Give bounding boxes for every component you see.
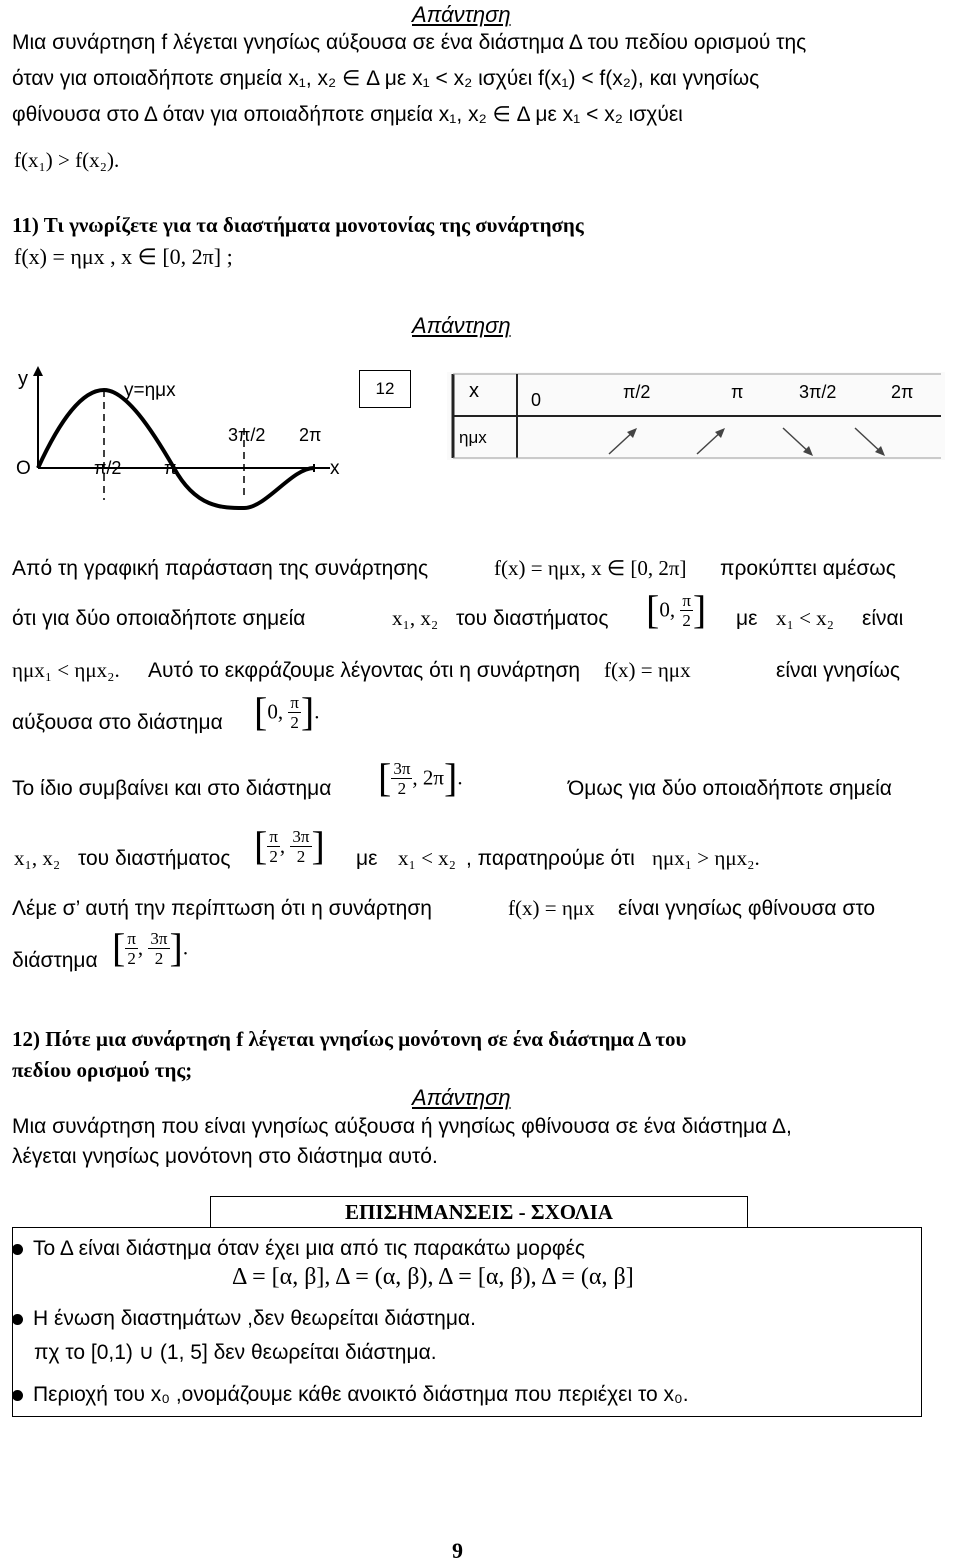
graph-x-label: x [330,458,340,479]
table-cell-two-pi: 2π [891,382,914,402]
para2-line2-c: με [356,847,378,870]
note-bullet-3: Περιοχή του x₀ ,ονομάζουμε κάθε ανοικτό διάστημα που περιέχει το x₀. [12,1382,689,1407]
table-cell-half-pi: π/2 [623,382,651,402]
intro-line-2: όταν για οποιαδήποτε σημεία x₁, x₂ ∈ Δ με x₁ < x₂ ισχύει f(x₁) < f(x₂), και γνησίως [12,67,760,90]
para1-line2-b: x₁, x₂ [392,606,439,630]
question-11-title: 11) Τι γνωρίζετε για τα διαστήματα μονοτονίας της συνάρτησης [12,213,584,237]
y-axis-arrow [33,366,43,376]
para1-line2-f: είναι [862,607,904,630]
bullet-icon [12,1244,23,1255]
graph-tick-three-half-pi: 3π/2 [228,425,266,445]
para2-line2-f: ημx₁ > ημx₂. [652,846,760,870]
para1-line1-b: f(x) = ημx, x ∈ [0, 2π] [494,556,687,580]
page-number: 9 [452,1538,463,1563]
question-12-answer-2: λέγεται γνησίως μονότονη στο διάστημα αυτό. [12,1145,438,1168]
graph-origin-label: O [16,458,31,479]
para1-line2-a: ότι για δύο οποιαδήποτε σημεία [12,607,306,630]
figure-number: 12 [375,379,395,398]
graph-y-label: y [18,368,28,390]
table-cell-pi: π [731,382,744,402]
answer-heading-top: Απάντηση [412,2,511,27]
para2-line3-c: είναι γνησίως φθίνουσα στο [618,897,876,920]
graph-tick-pi: π [164,458,177,478]
bullet-icon [12,1314,23,1325]
para1-line3-d: είναι γνησίως [776,659,900,682]
para2-line1-a: Το ίδιο συμβαίνει και στο διάστημα [12,777,332,800]
para2-line3-b: f(x) = ημx [508,896,595,920]
note-bullet-1-formula: Δ = [α, β], Δ = (α, β), Δ = [α, β), Δ = (α, β] [232,1264,634,1290]
interval-zero-half-pi: [0, $\frac{\pi}{2}$ ] [646,587,707,632]
para1-line3-b: Αυτό το εκφράζουμε λέγοντας ότι η συνάρτηση [148,659,581,682]
para2-line2-b: του διαστήματος [78,847,231,870]
para1-line2-c: του διαστήματος [456,607,609,630]
intro-line-4: f(x₁) > f(x₂). [14,148,120,172]
para2-line1-b: Όμως για δύο οποιαδήποτε σημεία [568,777,892,800]
monotonicity-table [447,372,945,460]
table-header-sin: ημx [459,428,487,447]
notes-title: ΕΠΙΣΗΜΑΝΣΕΙΣ - ΣΧΟΛΙΑ [345,1200,613,1224]
table-cell-three-half-pi: 3π/2 [799,382,837,402]
interval-zero-half-pi-2: [0, $\frac{\pi}{2}$ ]. [254,689,320,734]
para1-line3-c: f(x) = ημx [604,658,691,682]
table-header-x: x [469,380,479,402]
question-11-formula: f(x) = ημx , x ∈ [0, 2π] ; [14,244,233,269]
answer-heading-12: Απάντηση [412,1085,511,1110]
intro-line-1: Μια συνάρτηση f λέγεται γνησίως αύξουσα σε ένα διάστημα Δ του πεδίου ορισμού της [12,31,807,54]
note-bullet-2-example: πχ το [0,1) ∪ (1, 5] δεν θεωρείται διάστημα. [34,1341,437,1364]
graph-curve-label: y=ημx [124,380,176,401]
intro-line-3: φθίνουσα στο Δ όταν για οποιαδήποτε σημεία x₁, x₂ ∈ Δ με x₁ < x₂ ισχύει [12,103,683,126]
para2-line3-a: Λέμε σ’ αυτή την περίπτωση ότι η συνάρτηση [12,897,432,920]
answer-heading-11: Απάντηση [412,313,511,338]
question-12-line-1: 12) Πότε μια συνάρτηση f λέγεται γνησίως μονότονη σε ένα διάστημα Δ του [12,1027,687,1051]
graph-tick-half-pi: π/2 [94,458,122,478]
para2-line2-a: x₁, x₂ [14,846,61,870]
para1-line4-a: αύξουσα στο διάστημα [12,711,223,734]
question-12-line-2: πεδίου ορισμού της; [12,1058,193,1082]
para2-line2-d: x₁ < x₂ [398,846,456,870]
interval-half-pi-three-half-pi-2: [ $\frac{\pi}{2}$ , $\frac{3\pi}{2}$ ]. [112,925,189,970]
graph-tick-two-pi: 2π [299,425,322,445]
figure-number-badge [359,370,411,408]
interval-half-pi-three-half-pi: [ $\frac{\pi}{2}$ , $\frac{3\pi}{2}$ ] [254,823,325,868]
bullet-icon [12,1390,23,1401]
para1-line3-a: ημx₁ < ημx₂. [12,658,120,682]
para1-line1-c: προκύπτει αμέσως [720,557,896,580]
interval-three-half-pi-two-pi: [ $\frac{3\pi}{2}$ , 2π]. [378,755,463,800]
para2-line4-a: διάστημα [12,949,98,972]
note-bullet-2: Η ένωση διαστημάτων ,δεν θεωρείται διάστημα. [12,1306,476,1331]
notes-title-box [210,1196,748,1228]
table-cell-0: 0 [531,390,542,410]
sine-curve [38,390,314,508]
para1-line2-e: x₁ < x₂ [776,606,834,630]
para1-line2-d: με [736,607,758,630]
para1-line1-a: Από τη γραφική παράσταση της συνάρτησης [12,557,429,580]
para2-line2-e: , παρατηρούμε ότι [466,847,635,870]
note-bullet-1: Το Δ είναι διάστημα όταν έχει μια από τις παρακάτω μορφές [12,1236,585,1261]
question-12-answer-1: Μια συνάρτηση που είναι γνησίως αύξουσα ή γνησίως φθίνουσα σε ένα διάστημα Δ, [12,1115,792,1138]
